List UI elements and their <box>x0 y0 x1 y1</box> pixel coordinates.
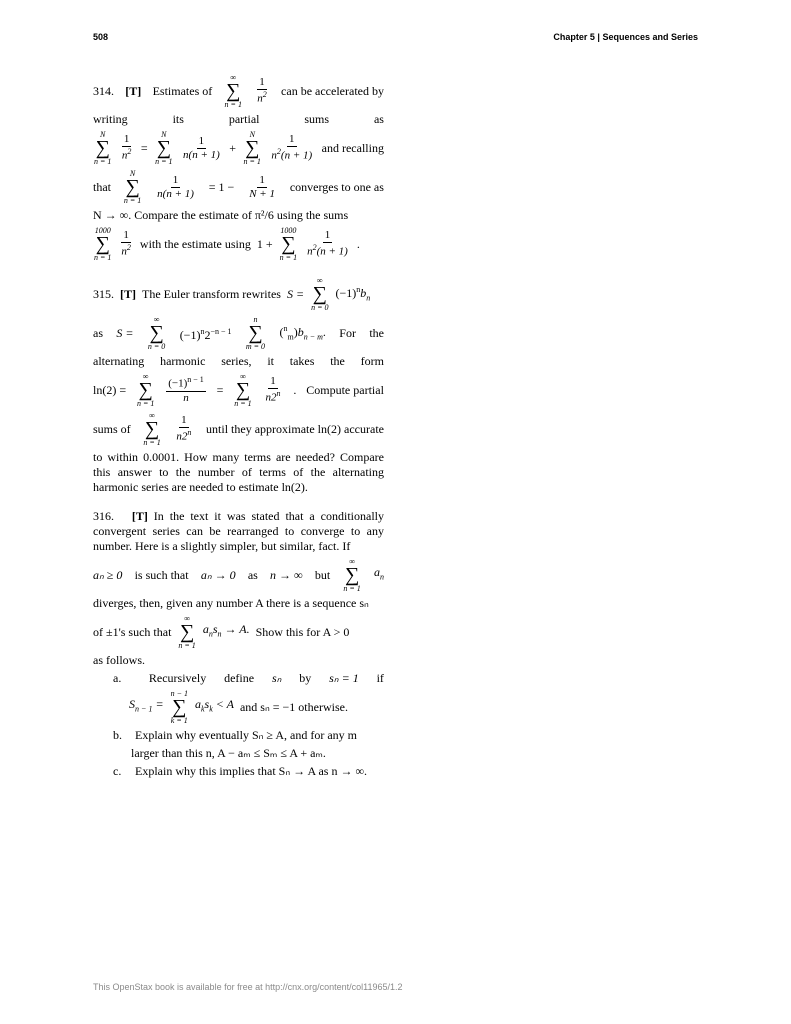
p315-formula-line: ln(2) = ∞ ∑ n = 1 $\frac{(-1)^{n - 1}}{n}$ = ∞ ∑ n = 1 $\frac{1}{n2^n}$ . Compute partial <box>93 372 384 408</box>
summation-sign: n ∑ m = 0 <box>245 315 266 351</box>
problem-315: 315. [T] The Euler transform rewrites S = ∞ ∑ n = 0 $(-1)^nb_n$ as S = ∞ ∑ n = 0 $(-1)^n2^{-n - 1}$ n ∑ m = 0 $(^n_m)b_{n - m}$. For the alternating harmonic series, it takes the form ln(2) = ∞ ∑ n = 1 $\frac{(-1)^{n - 1}}{n}$ = ∞ ∑ n = 1 $\frac{1}{n2^n}$ . Compute partial sums of ∞ ∑ n = 1 $\frac{1}{n2^n}$ until they approximate ln(2) accurate to within 0.0001. How many terms are needed? Compare this answer to the number of terms of the alternating harmonic series are needed to estimate ln(2). <box>93 276 384 494</box>
p314-text: and recalling <box>321 140 384 155</box>
p314-text: Estimates of <box>152 83 213 98</box>
problem-314-tag: [T] <box>125 83 142 98</box>
problem-316-number: 316. <box>93 509 114 523</box>
summation-sign: N ∑ n = 1 <box>94 130 112 166</box>
p314-text-line: N → ∞. Compare the estimate of π²/6 using the sums <box>93 208 349 222</box>
problem-315-number: 315. <box>93 286 114 301</box>
p316-formula-line: aₙ ≥ 0 is such that aₙ → 0 as n → ∞ but ∞ ∑ n = 1 $a_n$ <box>93 557 384 593</box>
p316-item-a: a. Recursively define sₙ by sₙ = 1 if <box>113 671 384 685</box>
problem-314 <box>93 73 384 262</box>
chapter-heading: Chapter 5 | Sequences and Series <box>553 32 698 42</box>
problem-315-tag: [T] <box>120 286 136 301</box>
summation-sign: ∞ ∑ n = 1 <box>136 372 155 408</box>
problem-314-number: 314. <box>93 83 114 98</box>
problem-316 <box>93 509 384 779</box>
p316-item-a-formula: $S_{n - 1}$ = n − 1 ∑ k = 1 $a_ks_k < A$ and sₙ = −1 otherwise. <box>129 689 348 725</box>
p315-formula-line: sums of ∞ ∑ n = 1 $\frac{1}{n2^n}$ until they approximate ln(2) accurate <box>93 411 384 447</box>
p315-justified-line: alternating harmonic series, it takes the form <box>93 354 384 368</box>
footer-note: This OpenStax book is available for free at http://cnx.org/content/col11965/1.2 <box>93 982 403 992</box>
summation-sign: ∞ ∑ n = 1 <box>224 73 242 109</box>
p316-formula-line: of ±1's such that ∞ ∑ n = 1 $a_ns_n \to A$. Show this for A > 0 <box>93 614 350 650</box>
problem-316-tag: [T] <box>131 509 148 523</box>
p316-item-b: b. Explain why eventually Sₙ ≥ A, and for any m <box>113 728 357 742</box>
summation-sign: 1000 ∑ n = 1 <box>279 226 298 262</box>
summation-sign: ∞ ∑ n = 0 <box>147 315 166 351</box>
p315-formula-line: as S = ∞ ∑ n = 0 $(-1)^n2^{-n - 1}$ n ∑ m = 0 $(^n_m)b_{n - m}$. For the <box>93 315 384 351</box>
summation-sign: ∞ ∑ n = 1 <box>343 557 361 593</box>
p316-intro: 316. [T] In the text it was stated that a conditionally convergent series can be rearranged to converge to any number. Here is a slightly simpler, but similar, fact. If <box>93 509 384 553</box>
p314-text: can be accelerated by <box>281 83 384 98</box>
summation-sign: n − 1 ∑ k = 1 <box>170 689 188 725</box>
p316-text-line: diverges, then, given any number A there is a sequence sₙ <box>93 596 369 610</box>
p315-paragraph: to within 0.0001. How many terms are needed? Compare this answer to the number of terms of the alternating harmonic series are needed to estimate ln(2). <box>93 450 384 494</box>
page-number: 508 <box>93 32 109 42</box>
summation-sign: ∞ ∑ n = 1 <box>178 614 196 650</box>
summation-sign: N ∑ n = 1 <box>155 130 173 166</box>
p314-formula-line: N ∑ n = 1 $\frac{1}{n^2}$ = N ∑ n = 1 $\frac{1}{n(n + 1)}$ + N ∑ n = 1 $\frac{1}{n^2(n + 1)}$ and recalling <box>94 130 384 166</box>
summation-sign: N ∑ n = 1 <box>243 130 261 166</box>
p314-justified-line: writing its partial sums as <box>93 112 384 126</box>
summation-sign: ∞ ∑ n = 1 <box>143 411 161 447</box>
p316-item-c: c. Explain why this implies that Sₙ → A as n → ∞. <box>113 764 368 778</box>
summation-sign: 1000 ∑ n = 1 <box>94 226 112 262</box>
fraction: $\frac{1}{n^2}$ <box>257 76 267 105</box>
summation-sign: ∞ ∑ n = 1 <box>234 372 252 408</box>
exercise-column <box>93 70 384 793</box>
p314-formula-line: that N ∑ n = 1 $\frac{1}{n(n + 1)}$ = 1 − $\frac{1}{N + 1}$ converges to one as <box>93 169 384 205</box>
summation-sign: N ∑ n = 1 <box>123 169 142 205</box>
p314-formula-line: 1000 ∑ n = 1 $\frac{1}{n^2}$ with the estimate using 1 + 1000 ∑ n = 1 $\frac{1}{n^2(n + 1)}$ . <box>94 226 360 262</box>
p316-item-b-line2: larger than this n, A − aₘ ≤ Sₘ ≤ A + aₘ. <box>131 746 326 760</box>
p316-text-line: as follows. <box>93 653 145 667</box>
summation-sign: ∞ ∑ n = 0 <box>311 276 329 312</box>
